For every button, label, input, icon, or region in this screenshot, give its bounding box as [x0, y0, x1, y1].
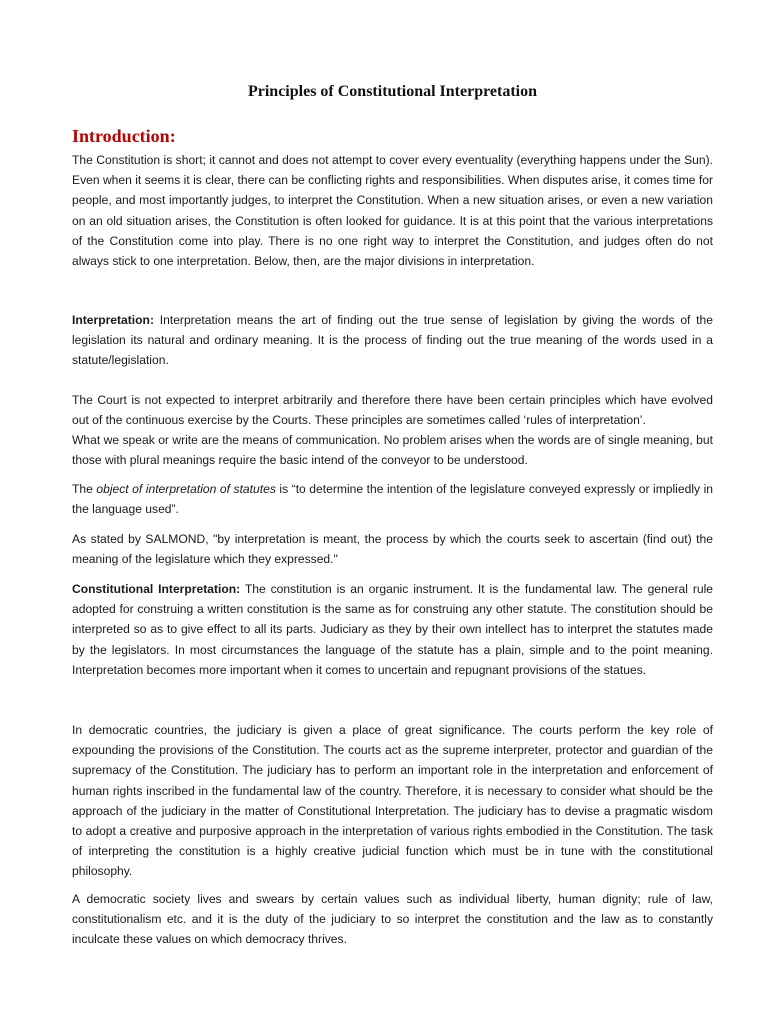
paragraph-judiciary-role: In democratic countries, the judiciary is given a place of great significance. The courts perform the key role of expounding the provisions of the Constitution. The courts act as the supreme interpreter, protector and guardian of the supremacy of the Constitution. The judiciary has to perform an important role in the interpretation and enforcement of human rights inscribed in the fundamental law of the country. Therefore, it is necessary to consider what should be the approach of the judiciary in the matter of Constitutional Interpretation. The judiciary has to devise a pragmatic wisdom to adopt a creative and purposive approach in the interpretation of various rights embodied in the Constitution. The task of interpreting the constitution is a highly creative judicial function which must be in tune with the constitutional philosophy.	[72, 723, 713, 879]
object-post: is “to determine the intention of the legislature conveyed expressly or impliedly in the language used”.	[72, 482, 713, 517]
document-page	[72, 0, 713, 1024]
paragraph-democratic-values: A democratic society lives and swears by certain values such as individual liberty, human dignity; rule of law, constitutionalism etc. and it is the duty of the judiciary to so interpret the constitution and the law as to constantly inculcate these values on which democracy thrives.	[72, 892, 713, 947]
object-pre: The	[72, 482, 97, 496]
object-emphasis: object of interpretation of statutes	[96, 482, 276, 496]
paragraph-salmond-quote: As stated by SALMOND, "by interpretation is meant, the process by which the courts seek to ascertain (find out) the meaning of the legislature which they expressed."	[72, 532, 713, 567]
paragraph-introduction: The Constitution is short; it cannot and does not attempt to cover every eventuality (everything happens under the Sun). Even when it seems it is clear, there can be conflicting rights and responsibilities. When disputes arise, it comes time for people, and most importantly judges, to interpret the Constitution. When a new situation arises, or even a new variation on an old situation arises, the Constitution is often looked for guidance. It is at this point that the various interpretations of the Constitution come into play. There is no one right way to interpret the Constitution, and judges often do not always stick to one interpretation. Below, then, are the major divisions in interpretation.	[72, 153, 713, 269]
interpretation-label: Interpretation:	[72, 313, 154, 327]
introduction-heading: Introduction:	[72, 126, 176, 146]
constitutional-interpretation-label: Constitutional Interpretation:	[72, 582, 241, 596]
paragraph-communication: What we speak or write are the means of communication. No problem arises when the words are of single meaning, but those with plural meanings require the basic intend of the conveyor to be understood.	[72, 433, 713, 468]
page-title: Principles of Constitutional Interpretation	[247, 83, 538, 100]
paragraph-interpretation-definition	[72, 310, 713, 371]
interpretation-text: Interpretation means the art of finding out the true sense of legislation by giving the words of the legislation its natural and ordinary meaning. It is the process of finding out the true meaning of the words used in a statute/legislation.	[72, 313, 713, 368]
paragraph-court-principles: The Court is not expected to interpret arbitrarily and therefore there have been certain principles which have evolved out of the continuous exercise by the Courts. These principles are sometimes called ‘rules of interpretation’.	[72, 393, 713, 428]
constitutional-interpretation-text: The constitution is an organic instrument. It is the fundamental law. The general rule adopted for construing a written constitution is the same as for construing any other statute. The constitution should be interpreted so as to give effect to all its parts. Judiciary as they by their own intellect has to interpret the statutes made by the legislators. In most circumstances the language of the statute has a plain, simple and to the point meaning. Interpretation becomes more important when it comes to uncertain and repugnant provisions of the statues.	[72, 582, 713, 677]
paragraph-constitutional-interpretation	[72, 579, 713, 680]
paragraph-object-of-interpretation	[72, 479, 713, 519]
